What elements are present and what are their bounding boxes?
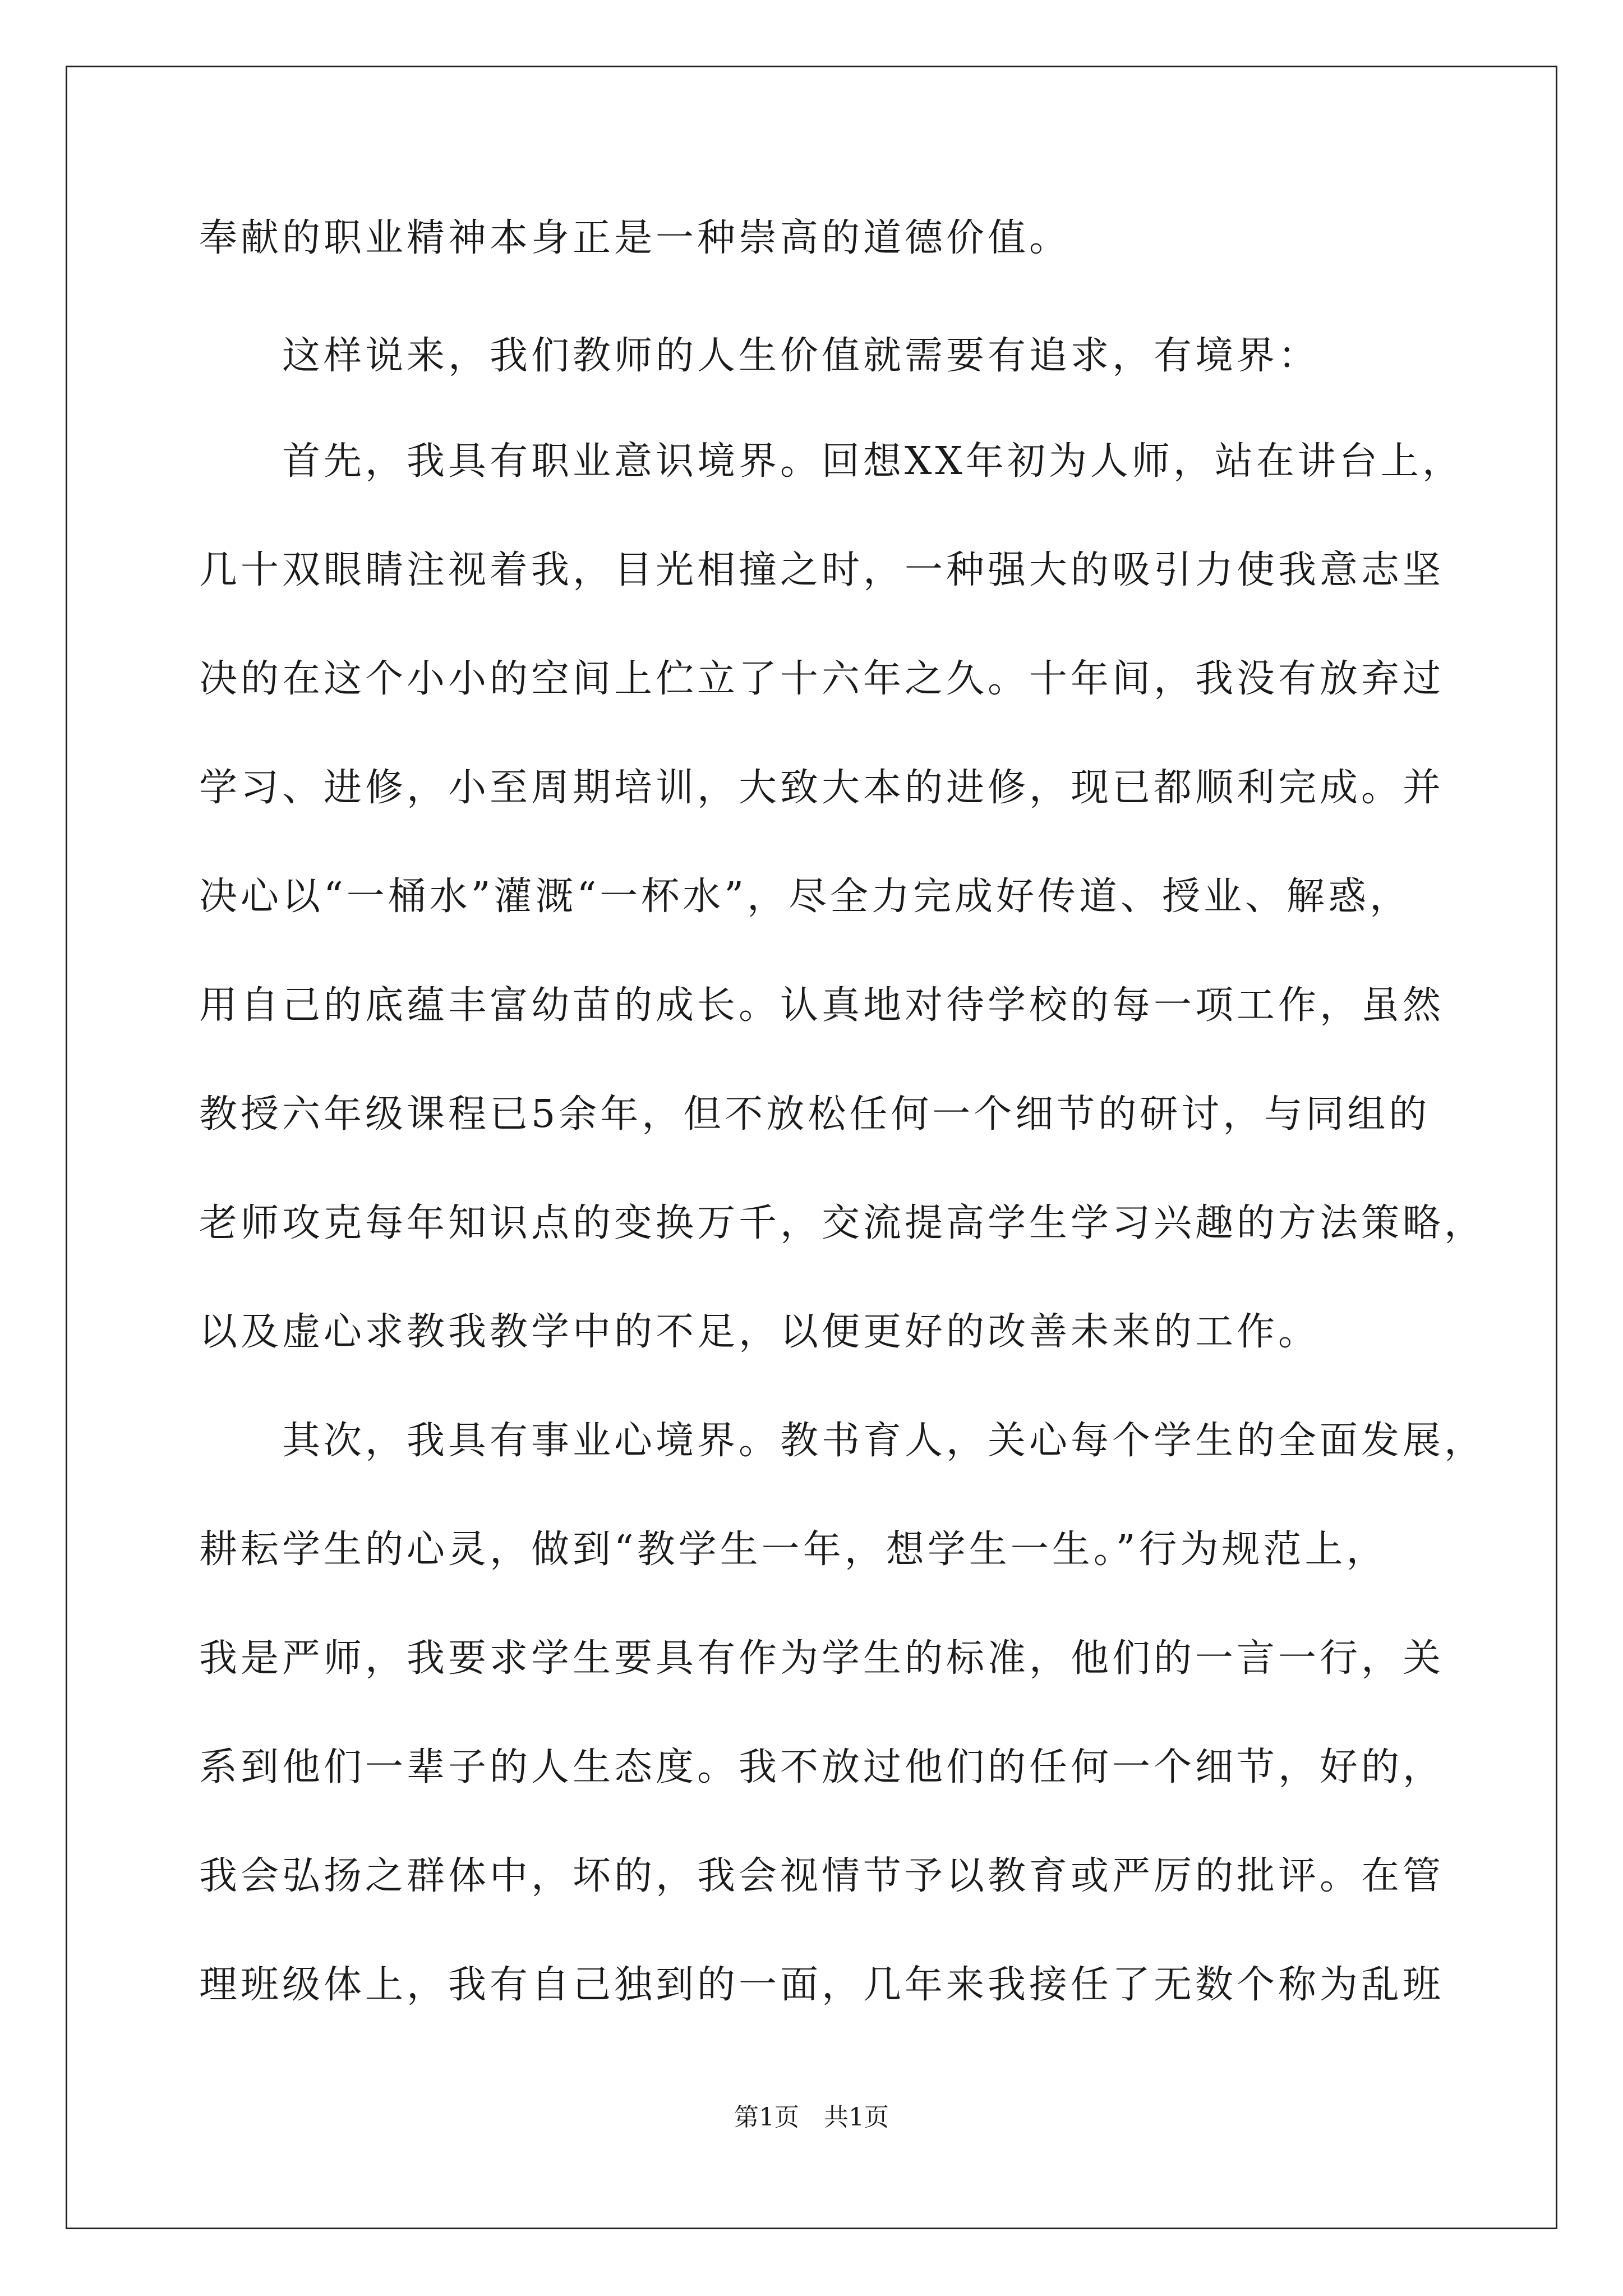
- text-line: 系到他们一辈子的人生态度。我不放过他们的任何一个细节，好的，: [199, 1745, 1445, 1789]
- text-line: 以及虚心求教我教学中的不足，以便更好的改善未来的工作。: [199, 1310, 1320, 1354]
- paragraph-first-line: 这样说来，我们教师的人生价值就需要有追求，有境界：: [282, 334, 1320, 378]
- page-border: [66, 66, 1557, 2229]
- text-line: 我会弘扬之群体中，坏的，我会视情节予以教育或严厉的批评。在管: [199, 1854, 1445, 1898]
- text-line: 耕耘学生的心灵，做到“教学生一年，想学生一生。”行为规范上，: [199, 1527, 1388, 1572]
- text-line: 老师攻克每年知识点的变换万千，交流提高学生学习兴趣的方法策略，: [199, 1201, 1486, 1245]
- text-line: 奉献的职业精神本身正是一种崇高的道德价值。: [199, 216, 1071, 260]
- paragraph-first-line: 首先，我具有职业意识境界。回想XX年初为人师，站在讲台上，: [282, 439, 1464, 484]
- text-line: 决心以“一桶水”灌溉“一杯水”，尽全力完成好传道、授业、解惑，: [199, 875, 1412, 919]
- text-line: 理班级体上，我有自己独到的一面，几年来我接任了无数个称为乱班: [199, 1963, 1445, 2007]
- paragraph-first-line: 其次，我具有事业心境界。教书育人，关心每个学生的全面发展，: [282, 1419, 1486, 1463]
- page-number-footer: 第1页 共1页: [734, 2103, 889, 2132]
- text-line: 决的在这个小小的空间上伫立了十六年之久。十年间，我没有放弃过: [199, 657, 1445, 701]
- text-line: 用自己的底蕴丰富幼苗的成长。认真地对待学校的每一项工作，虽然: [199, 983, 1445, 1028]
- text-line: 我是严师，我要求学生要具有作为学生的标准，他们的一言一行，关: [199, 1636, 1445, 1681]
- text-line: 几十双眼睛注视着我，目光相撞之时，一种强大的吸引力使我意志坚: [199, 548, 1445, 592]
- text-line: 教授六年级课程已5余年，但不放松任何一个细节的研讨，与同组的: [199, 1092, 1431, 1137]
- text-line: 学习、进修，小至周期培训，大致大本的进修，现已都顺利完成。并: [199, 766, 1445, 810]
